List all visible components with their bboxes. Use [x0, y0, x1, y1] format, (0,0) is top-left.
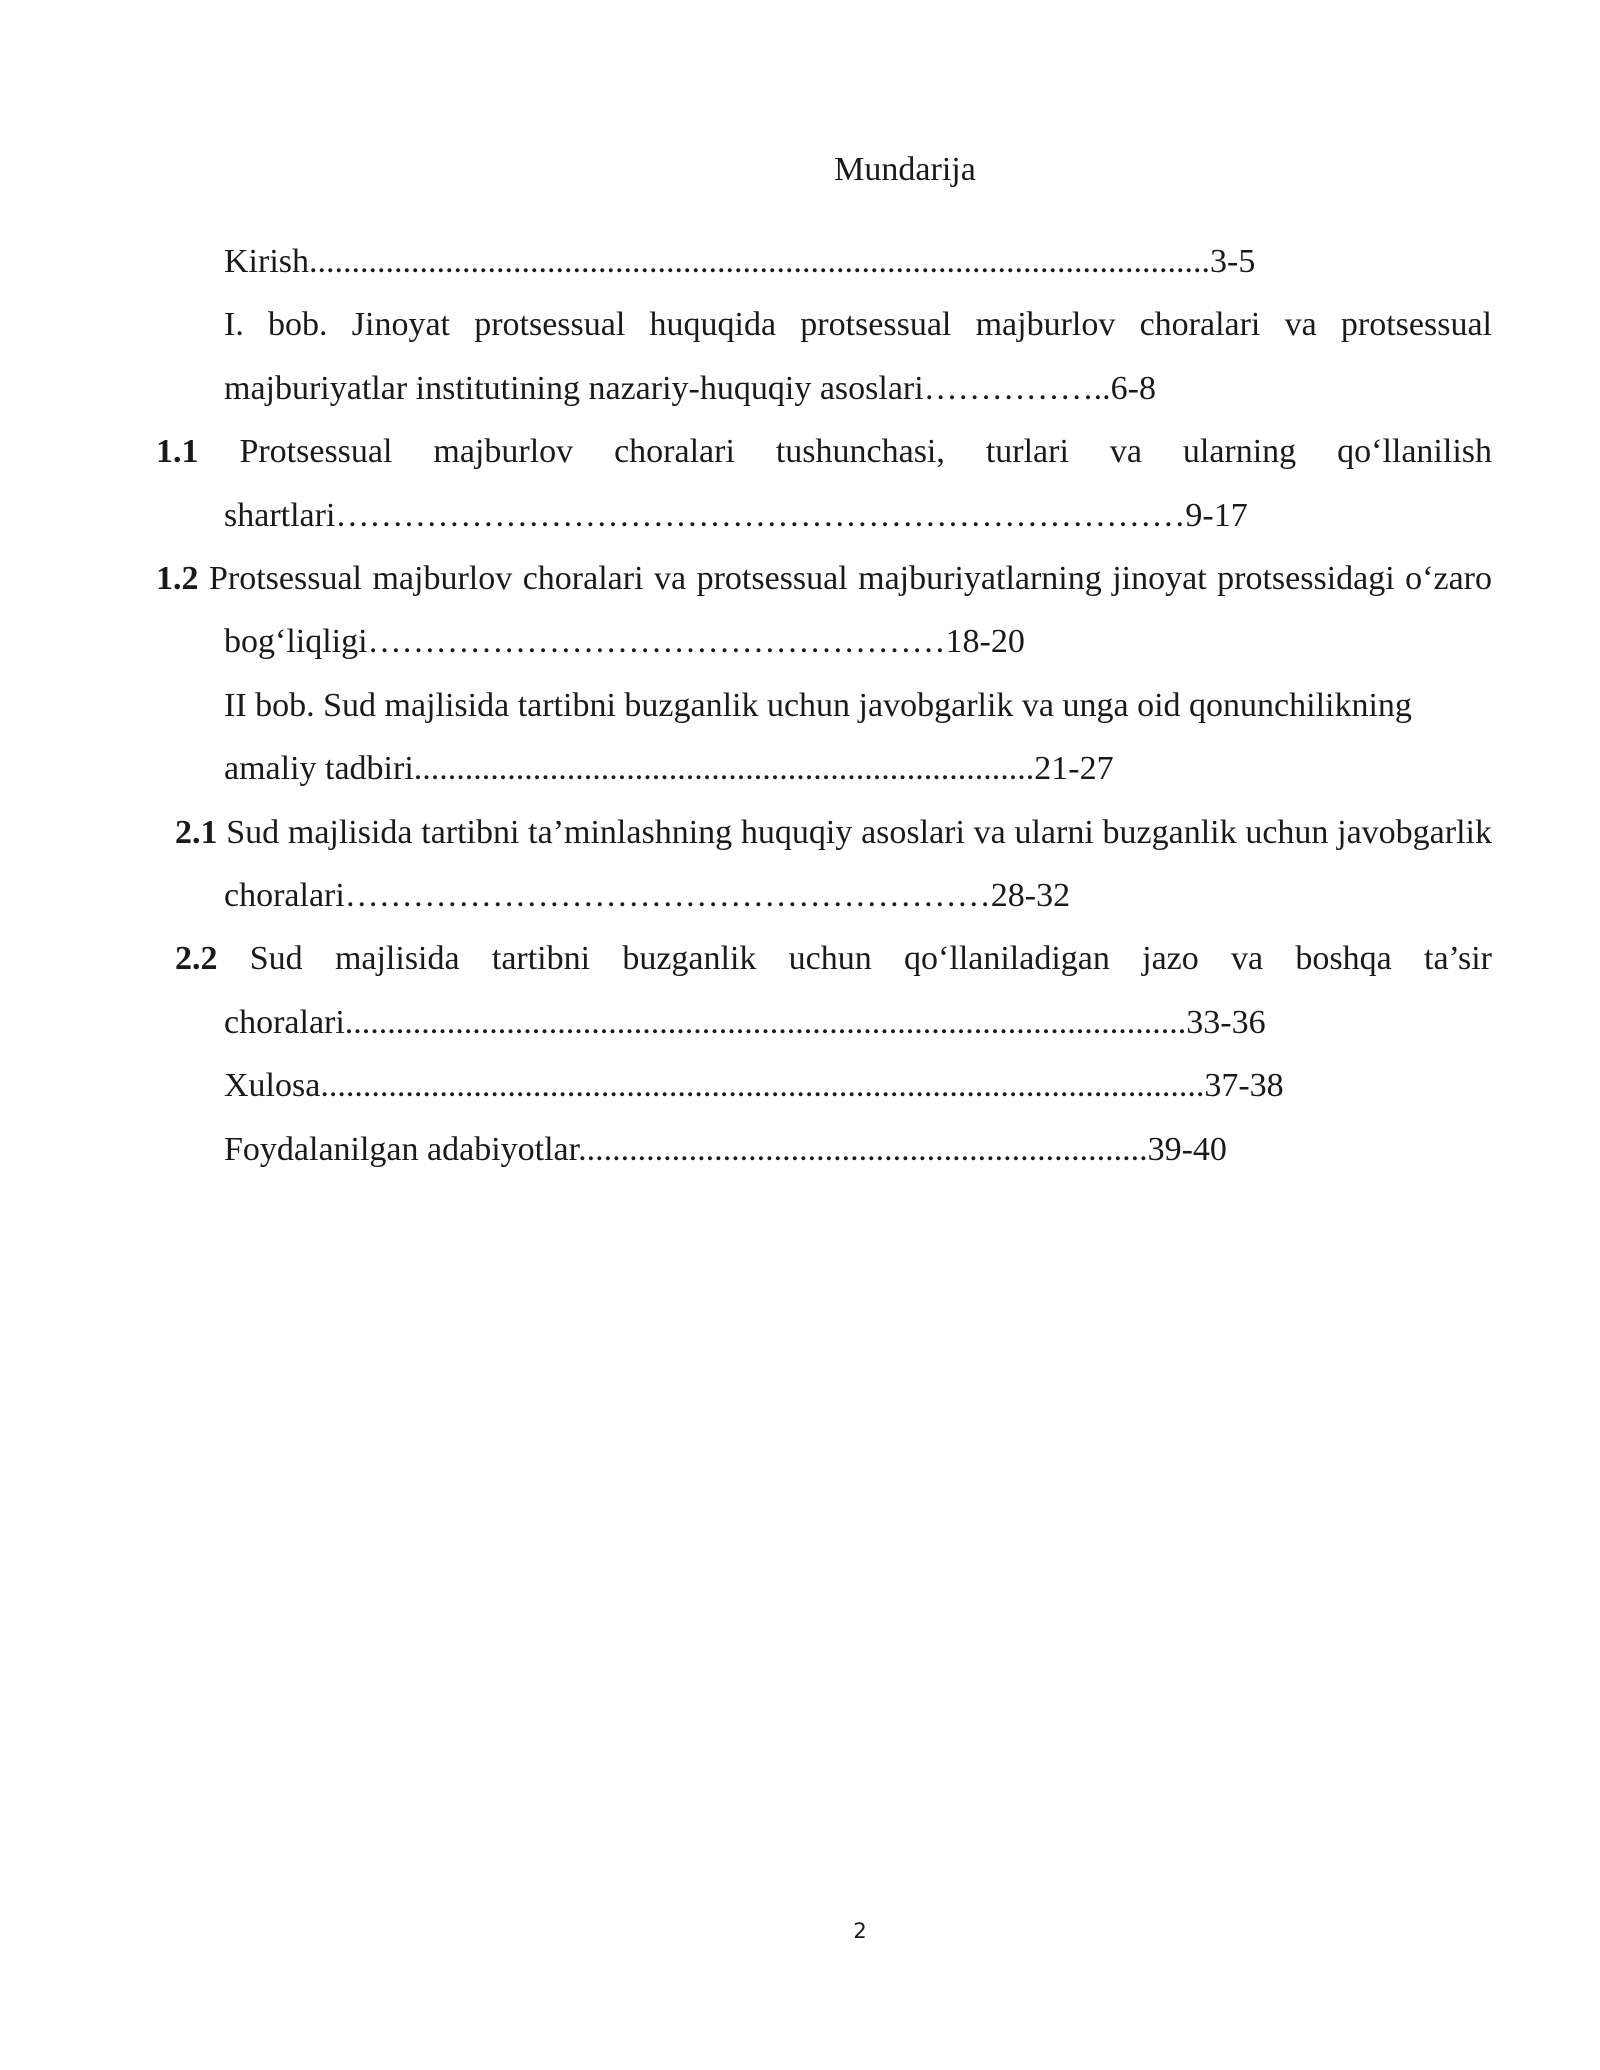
toc-entry-section-2-1: [175, 801, 1492, 928]
section-text: Sud majlisida tartibni ta’minlashning huquqiy asoslari va ularni buzganlik uchun javobgarlik choralari…………………………………………………28-32: [217, 813, 1492, 915]
section-text: Sud majlisida tartibni buzganlik uchun qo‘llaniladigan jazo va boshqa ta’sir choralari...................................................................................................33-36: [217, 940, 1492, 1041]
toc-entry-chapter-1: I. bob. Jinoyat protsessual huquqida protsessual majburlov choralari va protsessual majburiyatlar institutining nazariy-huquqiy asoslari……………..6-8: [224, 306, 1492, 407]
toc-entry-section-2-2: [175, 927, 1492, 1054]
page-number: 2: [853, 1919, 867, 1943]
section-number: 2.1: [175, 813, 218, 851]
toc-entry-references: Foydalanilgan adabiyotlar...................................................................39-40: [224, 1130, 1227, 1168]
table-of-contents: [156, 230, 1492, 1181]
section-number: 2.2: [175, 940, 218, 978]
toc-entry-section-1-2: [156, 547, 1492, 674]
toc-entry-conclusion: Xulosa........................................................................................................37-38: [224, 1067, 1284, 1105]
toc-entry-chapter-2: II bob. Sud majlisida tartibni buzganlik uchun javobgarlik va unga oid qonunchilikning amaliy tadbiri.........................................................................21-27: [224, 686, 1412, 788]
section-text: Protsessual majburlov choralari tushunchasi, turlari va ularning qo‘llanilish shartlari…………………………………………………………………9-17: [198, 433, 1492, 534]
toc-entry-section-1-1: [156, 420, 1492, 547]
section-text: Protsessual majburlov choralari va protsessual majburiyatlarning jinoyat protsessidagi o‘zaro bog‘liqligi……………………………………………18-20: [198, 560, 1492, 661]
section-number: 1.2: [156, 560, 199, 598]
page-title: Mundarija: [834, 151, 976, 188]
section-number: 1.1: [156, 433, 199, 471]
toc-entry-intro: Kirish..........................................................................................................3-5: [224, 243, 1256, 280]
